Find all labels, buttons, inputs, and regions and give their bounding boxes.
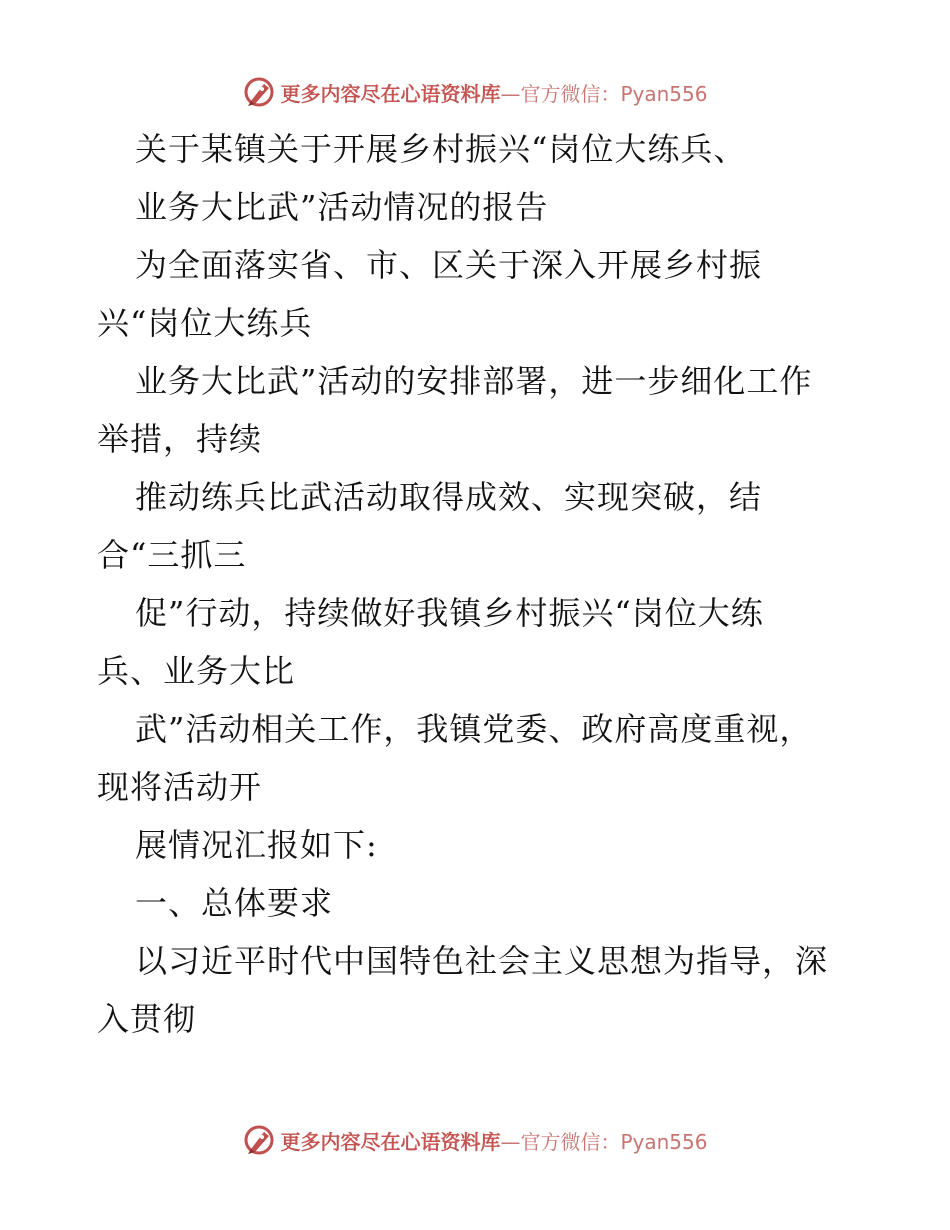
footer-watermark [0,1120,950,1160]
paragraph-line: 推动练兵比武活动取得成效、实现突破，结 [135,478,763,516]
document-title-line-2: 业务大比武”活动情况的报告 [135,188,549,226]
paragraph-line: 促”行动，持续做好我镇乡村振兴“岗位大练 [135,594,764,632]
pen-nib-logo-icon [242,75,276,109]
watermark-brand-text: 更多内容尽在心语资料库 [280,81,501,106]
paragraph-line: 兴“岗位大练兵 [97,304,313,342]
paragraph-line: 业务大比武”活动的安排部署，进一步细化工作 [135,362,813,400]
paragraph-line: 为全面落实省、市、区关于深入开展乡村振 [135,246,763,284]
watermark-wechat-text: —官方微信：Pyan556 [500,81,708,106]
paragraph-line: 合“三抓三 [97,536,247,574]
watermark-brand-text: 更多内容尽在心语资料库 [280,1129,501,1154]
paragraph-line: 举措，持续 [97,420,263,458]
watermark-wechat-text: —官方微信：Pyan556 [500,1129,708,1154]
paragraph-line: 现将活动开 [97,768,263,806]
paragraph-line: 以习近平时代中国特色社会主义思想为指导，深 [135,942,829,980]
document-title-line-1: 关于某镇关于开展乡村振兴“岗位大练兵、 [135,130,747,168]
paragraph-line: 武”活动相关工作，我镇党委、政府高度重视， [135,710,813,748]
paragraph-line: 入贯彻 [97,1000,197,1038]
paragraph-line: 兵、业务大比 [97,652,296,690]
section-heading: 一、总体要求 [135,884,334,922]
paragraph-line: 展情况汇报如下: [135,826,378,864]
header-watermark [0,72,950,112]
pen-nib-logo-icon [242,1123,276,1157]
